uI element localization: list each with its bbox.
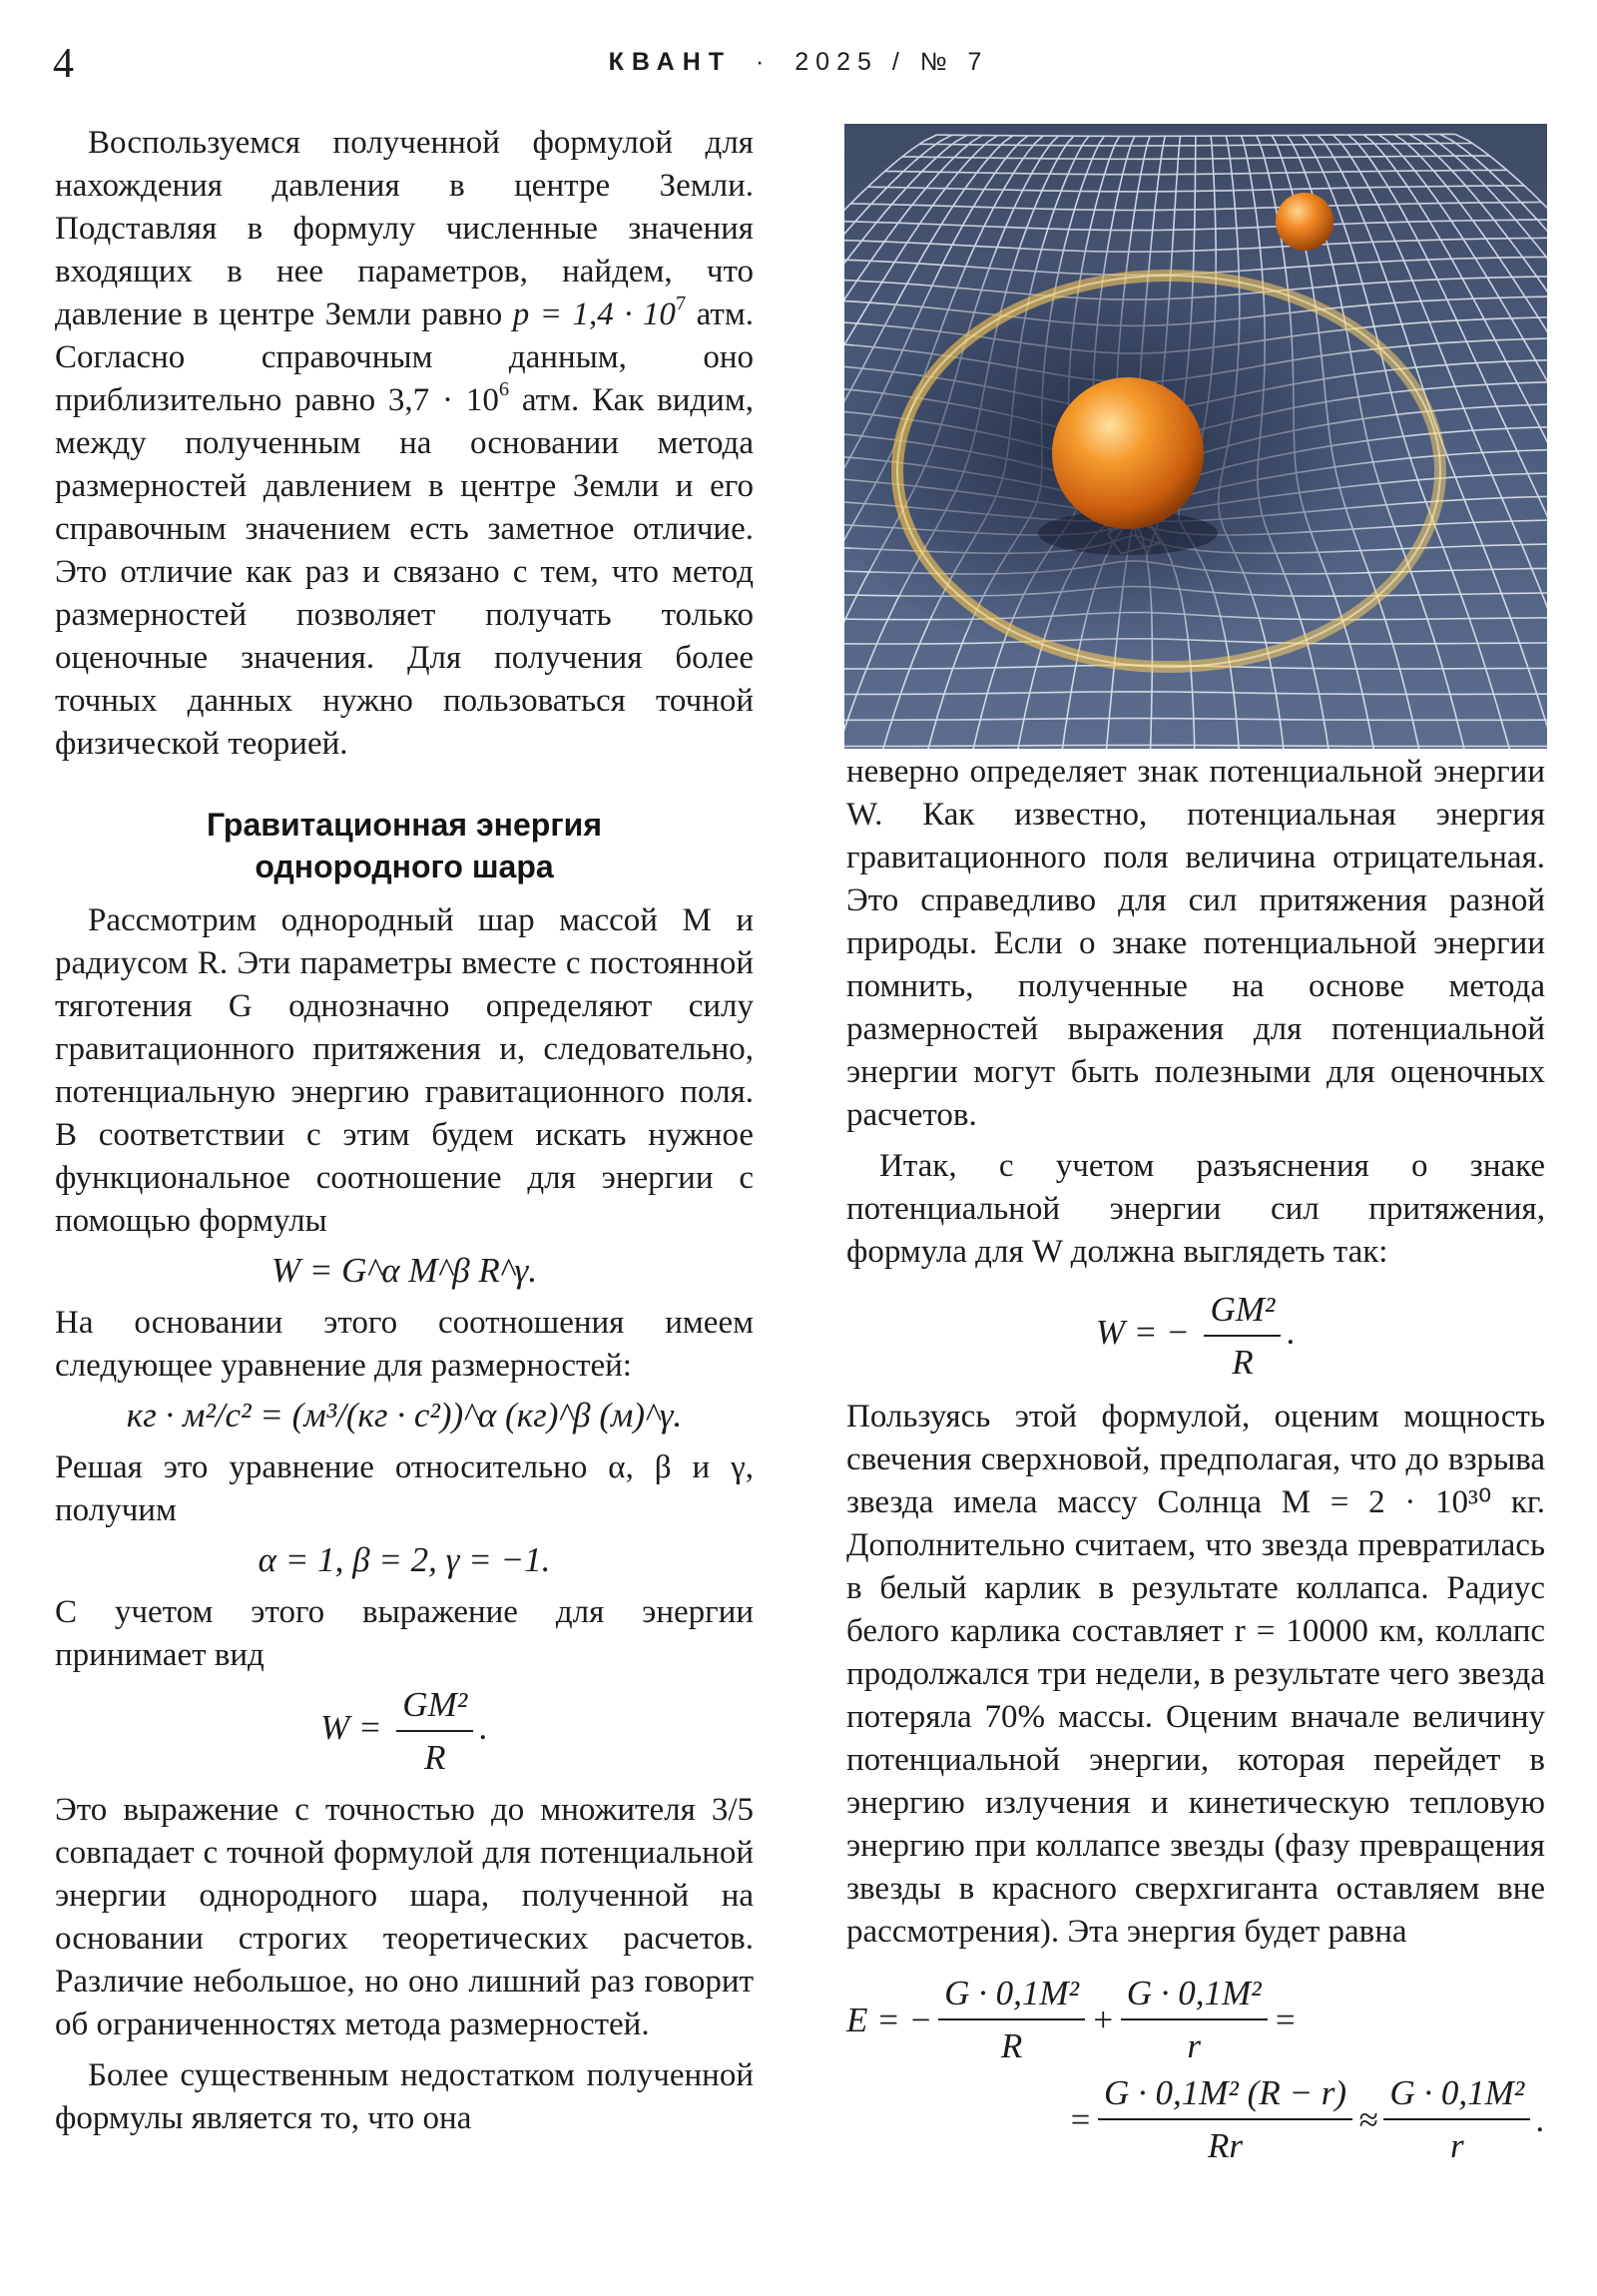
paragraph-sphere: Рассмотрим однородный шар массой M и радиусом R. Эти параметры вместе с постоянной тяготения G однозначно определяют силу гравитационного притяжения и, следовательно, потенциальную энергию гравитационного поля. В соответствии с этим будем искать нужное функциональное соотношение для энергии с помощью формулы [55, 902, 754, 1239]
section-title: Гравитационная энергия однородного шара [207, 807, 602, 884]
energy-line-2: = $\frac{\text{G · 0,1M² (R − r)}}{Rr}$ ≈ $\frac{\text{G · 0,1M²}}{r}$ . [1068, 2073, 1545, 2165]
header-separator: · [756, 48, 772, 76]
paragraph-pressure: Воспользуемся полученной формулой для нахождения давления в центре Земли. Подставляя в формулу численные значения входящих в нее параметров, найдем, что давление в центре Земли равно $p = 1,4 \cdot 10^7$ атм. Согласно справочным данным, оно приблизительно равно $3,7 \cdot 10^6$ атм. Как видим, между полученным на основании метода размерностей давлением в центре Земли и его справочным значением есть заметное отличие. Это отличие как раз и связано с тем, что метод размерностей позволяет получать только оценочные значения. Для получения более точных данных нужно пользоваться точной физической теорией. [55, 125, 754, 762]
spacetime-graphic [844, 124, 1547, 749]
fraction-denominator: R [424, 1738, 446, 1777]
left-column [55, 122, 754, 2140]
formula-exponents: α = 1, β = 2, γ = −1. [258, 1540, 551, 1579]
paragraph-correction: Итак, с учетом разъяснения о знаке потенциальной энергии сил притяжения, формула для W должна выглядеть так: [846, 1148, 1545, 1270]
paragraph-comparison: Это выражение с точностью до множителя 3/5 совпадает с точной формулой для потенциальной энергии однородного шара, полученной на основании строгих теоретических расчетов. Различие небольшое, но оно лишний раз говорит об ограниченностях метода размерностей. [55, 1792, 754, 2042]
paragraph-dimensions: На основании этого соотношения имеем следующее уравнение для размерностей: [55, 1305, 754, 1384]
paragraph-sign: неверно определяет знак потенциальной энергии W. Как известно, потенциальная энергия гравитационного поля величина отрицательная. Это справедливо для сил притяжения разной природы. Если о знаке потенциальной энергии помнить, полученные на основе метода размерностей выражения для потенциальной энергии могут быть полезными для оценочных расчетов. [846, 754, 1545, 1133]
issue-label: 2025 / № 7 [795, 48, 989, 76]
paragraph-drawback: Более существенным недостатком полученной формулы является то, что она [55, 2057, 754, 2136]
paragraph-solve: Решая это уравнение относительно α, β и γ, получим [55, 1449, 754, 1528]
large-sphere [1052, 377, 1204, 529]
formula-w-negative: W = − $\frac{\text{GM²}}{R}$ . [1095, 1290, 1297, 1382]
formula-w-result: W = $\frac{\text{GM²}}{R}$ . [320, 1685, 488, 1777]
fraction-numerator: GM² [396, 1683, 473, 1732]
page-header [0, 0, 1597, 120]
spacetime-illustration [844, 124, 1547, 749]
running-head [0, 48, 1597, 77]
magazine-name: КВАНТ [608, 48, 733, 76]
formula-w-power: W = G^α M^β R^γ. [270, 1251, 538, 1290]
paragraph-result: С учетом этого выражение для энергии принимает вид [55, 1594, 754, 1673]
small-sphere [1276, 193, 1333, 251]
energy-equation [846, 1972, 1545, 2167]
formula-dimensions: кг · м²/c² = (м³/(кг · c²))^α (кг)^β (м)^γ. [126, 1396, 683, 1435]
paragraph-supernova: Пользуясь этой формулой, оценим мощность свечения сверхновой, предполагая, что до взрыва звезда имела массу Солнца M = 2 · 10³⁰ кг. Дополнительно считаем, что звезда превратилась в белый карлик в результате коллапса. Радиус белого карлика составляет r = 10000 км, коллапс продолжался три недели, в результате чего звезда потеряла 70% массы. Оценим вначале величину потенциальной энергии, которая перейдет в энергию излучения и кинетическую тепловую энергию при коллапсе звезды (фазу превращения звезды в красного сверхгиганта оставляем вне рассмотрения). Эта энергия будет равна [846, 1399, 1545, 1950]
right-column [846, 751, 1545, 2167]
page-number: 4 [53, 41, 74, 87]
energy-line-1: E = − $\frac{\text{G · 0,1M²}}{R}$ + $\frac{\text{G · 0,1M²}}{r}$ = [846, 1974, 1298, 2065]
